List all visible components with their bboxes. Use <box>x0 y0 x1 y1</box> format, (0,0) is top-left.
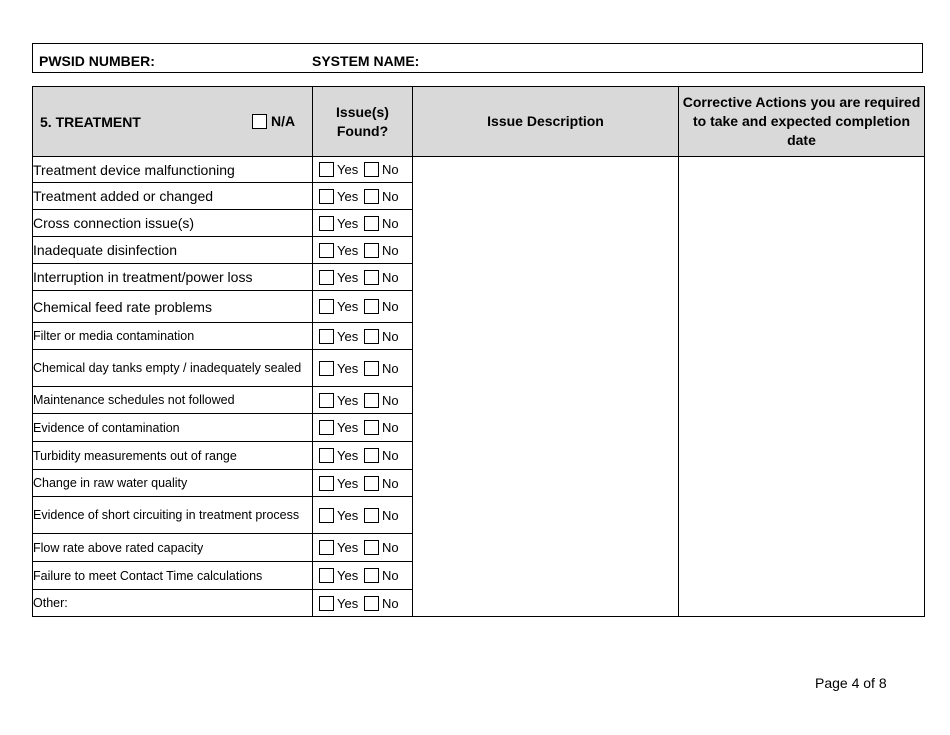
yes-label: Yes <box>337 162 359 177</box>
row-label: Evidence of short circuiting in treatment process <box>33 497 313 534</box>
na-label: N/A <box>271 113 296 129</box>
yes-checkbox[interactable] <box>319 243 334 258</box>
yes-label: Yes <box>337 215 359 231</box>
row-label: Flow rate above rated capacity <box>33 534 313 562</box>
issue-found-cell <box>313 470 413 497</box>
yes-label: Yes <box>337 507 359 523</box>
yes-checkbox[interactable] <box>319 393 334 408</box>
section-title: 5. TREATMENT <box>40 114 141 130</box>
no-checkbox[interactable] <box>364 162 379 177</box>
no-checkbox[interactable] <box>364 596 379 611</box>
issue-found-cell <box>313 387 413 414</box>
yes-checkbox[interactable] <box>319 270 334 285</box>
yes-no-group <box>313 361 412 376</box>
yes-label: Yes <box>337 328 359 344</box>
no-label: No <box>382 269 399 285</box>
no-checkbox[interactable] <box>364 476 379 491</box>
corrective-actions-field[interactable] <box>679 157 925 617</box>
issue-found-cell <box>313 264 413 291</box>
no-checkbox[interactable] <box>364 540 379 555</box>
no-label: No <box>382 448 399 463</box>
yes-label: Yes <box>337 299 359 314</box>
no-label: No <box>382 507 399 523</box>
row-label: Interruption in treatment/power loss <box>33 264 313 291</box>
row-label: Failure to meet Contact Time calculations <box>33 562 313 590</box>
issue-found-cell <box>313 414 413 442</box>
issue-found-cell <box>313 183 413 210</box>
issue-found-cell <box>313 442 413 470</box>
yes-no-group <box>313 596 412 611</box>
yes-checkbox[interactable] <box>319 508 334 523</box>
row-label: Maintenance schedules not followed <box>33 387 313 414</box>
issue-found-cell <box>313 237 413 264</box>
no-label: No <box>382 568 399 583</box>
corrective-actions-header: Corrective Actions you are required to take and expected completion date <box>679 87 925 157</box>
row-label: Treatment added or changed <box>33 183 313 210</box>
yes-checkbox[interactable] <box>319 189 334 204</box>
yes-no-group <box>313 189 412 204</box>
yes-no-group <box>313 476 412 491</box>
no-label: No <box>382 242 399 258</box>
row-label: Inadequate disinfection <box>33 237 313 264</box>
pwsid-number-label: PWSID NUMBER: <box>39 53 155 69</box>
issue-description-field[interactable] <box>413 157 679 617</box>
yes-checkbox[interactable] <box>319 361 334 376</box>
yes-no-group <box>313 216 412 231</box>
no-label: No <box>382 540 399 555</box>
row-label: Filter or media contamination <box>33 323 313 350</box>
issue-found-cell <box>313 497 413 534</box>
yes-no-group <box>313 270 412 285</box>
yes-no-group <box>313 329 412 344</box>
no-checkbox[interactable] <box>364 329 379 344</box>
row-label: Cross connection issue(s) <box>33 210 313 237</box>
yes-checkbox[interactable] <box>319 596 334 611</box>
row-label: Change in raw water quality <box>33 470 313 497</box>
row-label: Chemical feed rate problems <box>33 291 313 323</box>
no-label: No <box>382 360 399 376</box>
yes-no-group <box>313 508 412 523</box>
issues-found-header: Issue(s) Found? <box>313 87 413 157</box>
no-label: No <box>382 215 399 231</box>
yes-label: Yes <box>337 242 359 258</box>
row-label: Evidence of contamination <box>33 414 313 442</box>
no-checkbox[interactable] <box>364 243 379 258</box>
no-checkbox[interactable] <box>364 448 379 463</box>
yes-label: Yes <box>337 420 359 435</box>
yes-no-group <box>313 568 412 583</box>
yes-no-group <box>313 393 412 408</box>
yes-no-group <box>313 299 412 314</box>
no-label: No <box>382 595 399 611</box>
issue-found-cell <box>313 590 413 617</box>
yes-no-group <box>313 420 412 435</box>
yes-checkbox[interactable] <box>319 568 334 583</box>
yes-no-group <box>313 540 412 555</box>
issue-found-cell <box>313 323 413 350</box>
no-checkbox[interactable] <box>364 361 379 376</box>
no-checkbox[interactable] <box>364 508 379 523</box>
system-name-label: SYSTEM NAME: <box>312 53 420 69</box>
issue-found-cell <box>313 291 413 323</box>
na-checkbox[interactable] <box>252 114 267 129</box>
yes-label: Yes <box>337 392 359 408</box>
row-label: Treatment device malfunctioning <box>33 157 313 183</box>
issue-found-cell <box>313 157 413 183</box>
yes-no-group <box>313 162 412 177</box>
table-row <box>33 157 925 183</box>
yes-label: Yes <box>337 568 359 583</box>
yes-checkbox[interactable] <box>319 420 334 435</box>
yes-no-group <box>313 448 412 463</box>
yes-no-group <box>313 243 412 258</box>
issue-found-cell <box>313 210 413 237</box>
yes-checkbox[interactable] <box>319 299 334 314</box>
no-label: No <box>382 162 399 177</box>
yes-label: Yes <box>337 475 359 491</box>
no-label: No <box>382 299 399 314</box>
no-checkbox[interactable] <box>364 216 379 231</box>
yes-checkbox[interactable] <box>319 448 334 463</box>
no-checkbox[interactable] <box>364 299 379 314</box>
yes-checkbox[interactable] <box>319 216 334 231</box>
no-label: No <box>382 328 399 344</box>
na-option <box>252 112 295 131</box>
no-checkbox[interactable] <box>364 568 379 583</box>
yes-label: Yes <box>337 188 359 204</box>
table-header-row <box>33 87 925 157</box>
no-label: No <box>382 392 399 408</box>
issue-found-cell <box>313 534 413 562</box>
no-checkbox[interactable] <box>364 270 379 285</box>
issue-found-cell <box>313 350 413 387</box>
page-number: Page 4 of 8 <box>815 675 887 691</box>
issue-description-header: Issue Description <box>413 87 679 157</box>
no-checkbox[interactable] <box>364 393 379 408</box>
no-label: No <box>382 420 399 435</box>
no-label: No <box>382 188 399 204</box>
yes-checkbox[interactable] <box>319 162 334 177</box>
yes-checkbox[interactable] <box>319 476 334 491</box>
yes-label: Yes <box>337 269 359 285</box>
row-label: Chemical day tanks empty / inadequately sealed <box>33 350 313 387</box>
yes-checkbox[interactable] <box>319 329 334 344</box>
system-header-box <box>32 43 923 73</box>
row-label: Other: <box>33 590 313 617</box>
yes-label: Yes <box>337 360 359 376</box>
yes-label: Yes <box>337 595 359 611</box>
no-label: No <box>382 475 399 491</box>
treatment-table <box>32 86 925 617</box>
row-label: Turbidity measurements out of range <box>33 442 313 470</box>
no-checkbox[interactable] <box>364 420 379 435</box>
yes-label: Yes <box>337 540 359 555</box>
yes-checkbox[interactable] <box>319 540 334 555</box>
no-checkbox[interactable] <box>364 189 379 204</box>
section-title-cell <box>33 87 313 157</box>
yes-label: Yes <box>337 448 359 463</box>
issue-found-cell <box>313 562 413 590</box>
